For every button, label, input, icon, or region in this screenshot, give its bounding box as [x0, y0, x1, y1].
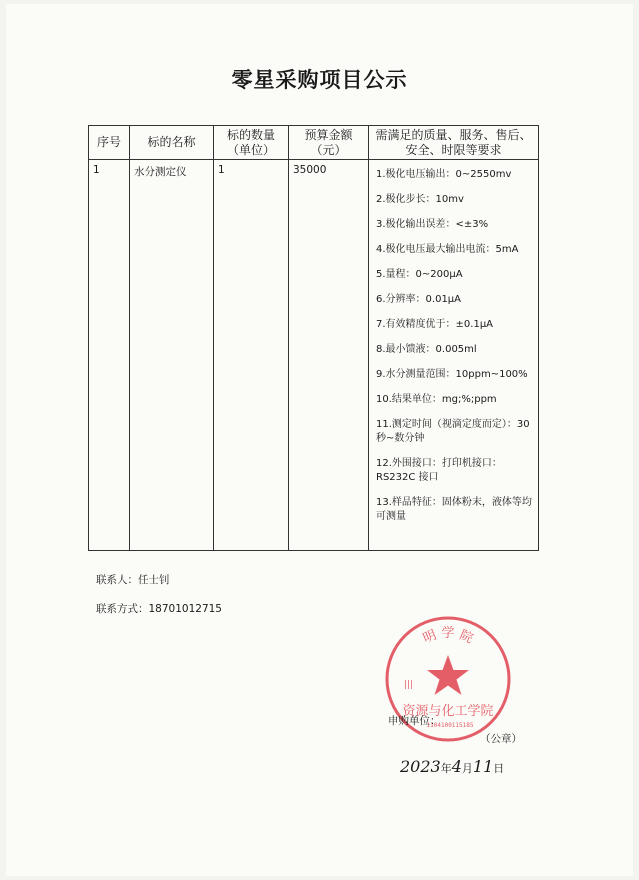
requirement-item: 2.极化步长：10mv [376, 194, 464, 205]
seal-number: 1104100115185 [426, 722, 474, 729]
seal-top-text: 明 学 院 [420, 626, 476, 647]
page-title: 零星采购项目公示 [231, 67, 408, 92]
seal-mark-label: （公章） [480, 733, 522, 745]
date-year-char: 年 [440, 762, 452, 775]
requirement-item: 6.分辨率：0.01μA [376, 294, 462, 305]
header-budget-line2: （元） [310, 142, 347, 157]
requirement-item: 5.量程：0~200μA [376, 269, 463, 280]
header-budget-line1: 预算金额 [304, 127, 353, 142]
seal-bottom-text: 资源与化工学院 [402, 704, 494, 719]
header-requirements [369, 126, 539, 160]
svg-text:明 学 院 [421, 626, 475, 647]
contact-person: 联系人：任士钊 [96, 574, 170, 586]
seal-prefix: ||| [404, 680, 414, 690]
requirements-list [369, 160, 538, 524]
requirement-item: 12.外围接口：打印机接口：RS232C 接口 [376, 458, 502, 483]
applicant-unit-label: 申购单位： [388, 715, 441, 727]
table-row [89, 160, 539, 551]
date-month-char: 月 [461, 762, 473, 775]
requirement-item: 4.极化电压最大输出电流：5mA [376, 244, 519, 255]
header-requirements-line2: 安全、时限等要求 [405, 142, 502, 157]
procurement-table [88, 125, 539, 551]
header-quantity-line1: 标的数量 [226, 127, 275, 142]
header-quantity-line2: （单位） [226, 142, 275, 157]
requirement-item: 7.有效精度优于：±0.1μA [376, 319, 494, 330]
header-budget [289, 126, 369, 160]
seal-star-icon [427, 655, 469, 695]
table-header-row [89, 126, 539, 160]
date-month: 4 [451, 757, 462, 776]
requirement-item: 3.极化输出误差：<±3% [376, 219, 489, 230]
requirement-item: 13.样品特征：固体粉末，液体等均可测量 [376, 497, 532, 522]
header-quantity [214, 126, 289, 160]
requirement-item: 1.极化电压输出：0~2550mv [376, 169, 512, 180]
cell-quantity: 1 [218, 164, 225, 176]
cell-name: 水分测定仪 [134, 166, 187, 178]
cell-budget: 35000 [293, 164, 327, 176]
contact-phone: 联系方式：18701012715 [96, 603, 222, 615]
header-no: 序号 [89, 126, 130, 160]
requirement-item: 9.水分测量范围：10ppm~100% [376, 369, 528, 380]
date-year: 2023 [400, 757, 441, 776]
header-requirements-line1: 需满足的质量、服务、售后、 [375, 127, 532, 142]
date-day: 11 [472, 757, 494, 776]
requirement-item: 8.最小馈液：0.005ml [376, 344, 477, 355]
header-name: 标的名称 [130, 126, 214, 160]
requirement-item: 11.测定时间（视滴定度而定）：30 秒~数分钟 [376, 419, 530, 444]
requirement-item: 10.结果单位：mg;%;ppm [376, 394, 497, 405]
signature-date [400, 757, 504, 776]
date-day-char: 日 [493, 762, 505, 775]
cell-no: 1 [93, 164, 100, 176]
